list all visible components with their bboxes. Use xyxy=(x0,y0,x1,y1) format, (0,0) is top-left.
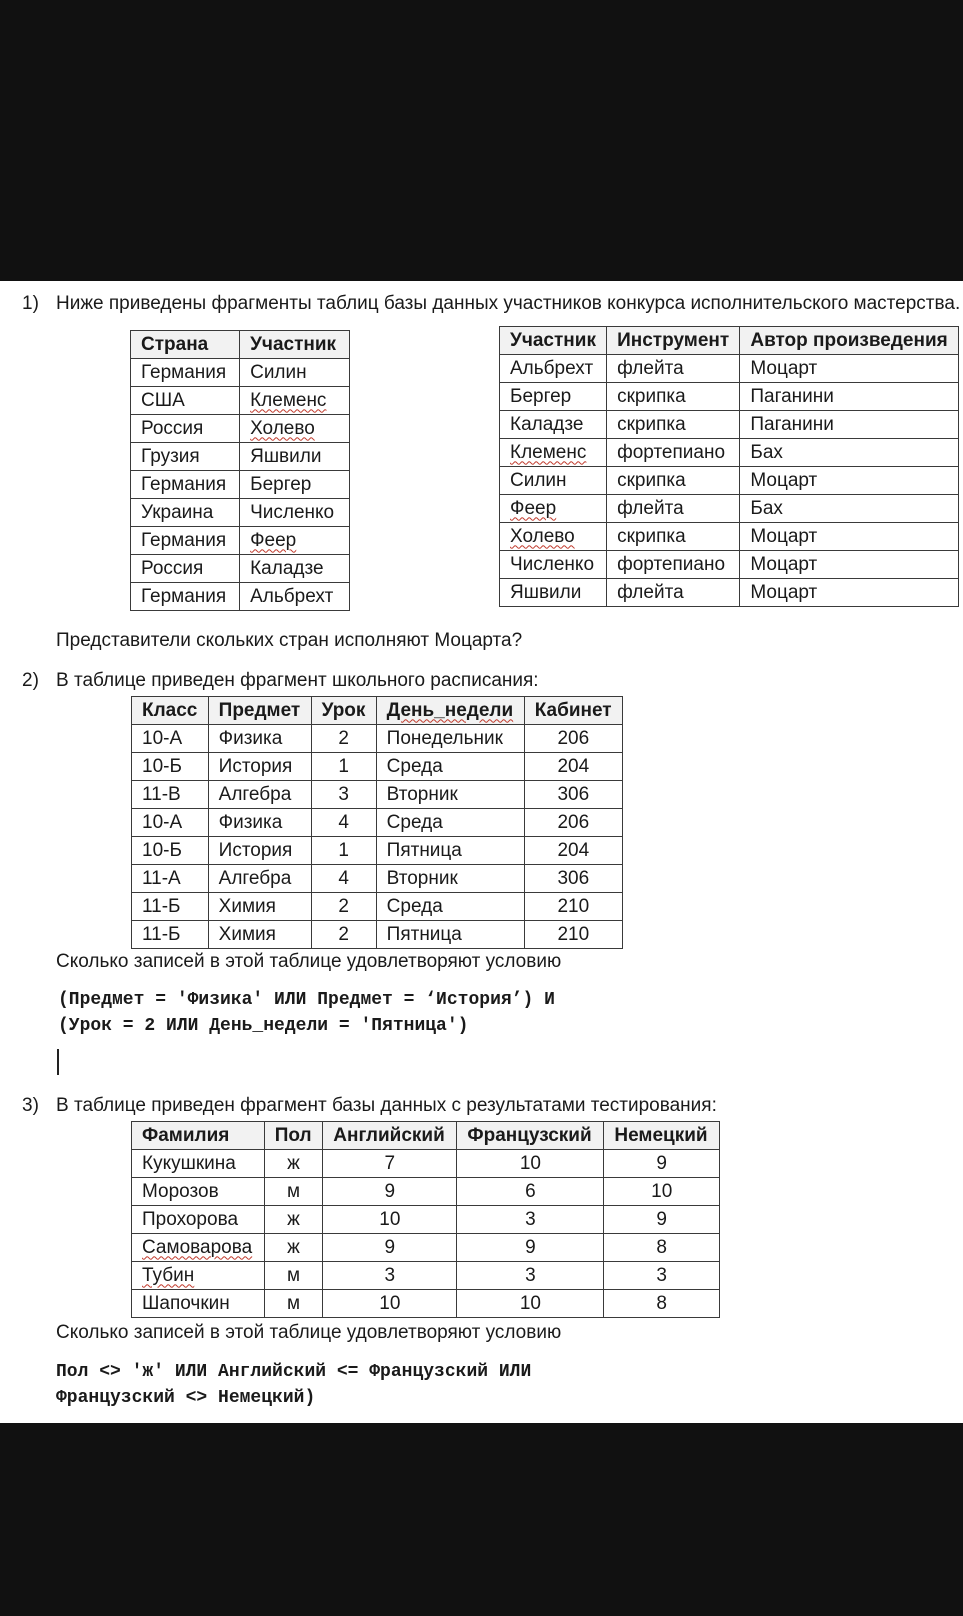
table-cell: Украина xyxy=(131,499,240,527)
table-cell: скрипка xyxy=(607,467,740,495)
table-cell: 204 xyxy=(524,753,622,781)
column-header: Автор произведения xyxy=(740,327,959,355)
question-3-number: 3) xyxy=(22,1095,39,1116)
table-row xyxy=(132,1206,720,1234)
table-row xyxy=(131,583,350,611)
table-row xyxy=(131,499,350,527)
table-cell: Тубин xyxy=(132,1262,265,1290)
table-cell: Феер xyxy=(500,495,607,523)
table-cell: 3 xyxy=(604,1262,720,1290)
table-cell: Кукушкина xyxy=(132,1150,265,1178)
table-cell: Моцарт xyxy=(740,467,959,495)
table-cell: 2 xyxy=(311,893,376,921)
table-cell: Вторник xyxy=(376,865,524,893)
table-cell: Моцарт xyxy=(740,579,959,607)
table-header-row xyxy=(132,697,623,725)
table-cell: 10 xyxy=(604,1178,720,1206)
question-1-number: 1) xyxy=(22,293,39,314)
table-cell: Моцарт xyxy=(740,551,959,579)
table-row xyxy=(131,555,350,583)
table-cell: 10-А xyxy=(132,725,209,753)
column-header: Участник xyxy=(240,331,350,359)
table-cell: флейта xyxy=(607,495,740,523)
table-cell: 2 xyxy=(311,725,376,753)
table-cell: 10 xyxy=(457,1150,604,1178)
table-row xyxy=(131,527,350,555)
table-cell: Моцарт xyxy=(740,355,959,383)
column-header: Урок xyxy=(311,697,376,725)
column-header: Инструмент xyxy=(607,327,740,355)
table-row xyxy=(132,1290,720,1318)
table-cell: 10 xyxy=(323,1290,457,1318)
table-cell: Химия xyxy=(208,921,311,949)
table-cell: Германия xyxy=(131,471,240,499)
table-cell: Альбрехт xyxy=(500,355,607,383)
table-row xyxy=(131,387,350,415)
table-cell: Алгебра xyxy=(208,781,311,809)
table-header-row xyxy=(500,327,959,355)
table-row xyxy=(132,865,623,893)
question-3-condition-line-1: Пол <> 'ж' ИЛИ Английский <= Французский ИЛИ xyxy=(56,1362,532,1382)
table-cell: ж xyxy=(264,1150,323,1178)
column-header: Кабинет xyxy=(524,697,622,725)
table-header-row xyxy=(131,331,350,359)
table-row xyxy=(132,809,623,837)
table-row xyxy=(132,837,623,865)
table-cell: Германия xyxy=(131,583,240,611)
table-cell: Физика xyxy=(208,725,311,753)
table-cell: 4 xyxy=(311,809,376,837)
question-3-condition-line-2: Французский <> Немецкий) xyxy=(56,1388,316,1408)
table-cell: 9 xyxy=(323,1178,457,1206)
table-cell: Силин xyxy=(240,359,350,387)
question-2-prompt: Сколько записей в этой таблице удовлетворяют условию xyxy=(56,951,562,972)
table-cell: Пятница xyxy=(376,837,524,865)
question-2-number: 2) xyxy=(22,670,39,691)
table-cell: 8 xyxy=(604,1234,720,1262)
schedule-table xyxy=(131,696,623,949)
table-cell: Бергер xyxy=(240,471,350,499)
table-row xyxy=(131,471,350,499)
table-row xyxy=(500,439,959,467)
table-cell: м xyxy=(264,1262,323,1290)
table-cell: 306 xyxy=(524,865,622,893)
table-cell: Холево xyxy=(240,415,350,443)
table-cell: скрипка xyxy=(607,523,740,551)
column-header: Класс xyxy=(132,697,209,725)
table-cell: История xyxy=(208,753,311,781)
table-cell: Каладзе xyxy=(500,411,607,439)
table-cell: 9 xyxy=(457,1234,604,1262)
table-cell: Каладзе xyxy=(240,555,350,583)
column-header: Участник xyxy=(500,327,607,355)
table-cell: флейта xyxy=(607,579,740,607)
table-row xyxy=(500,495,959,523)
table-cell: скрипка xyxy=(607,383,740,411)
table-cell: 9 xyxy=(604,1150,720,1178)
table-cell: 10 xyxy=(457,1290,604,1318)
table-row xyxy=(500,355,959,383)
table-cell: Бергер xyxy=(500,383,607,411)
table-cell: Германия xyxy=(131,527,240,555)
column-header: Предмет xyxy=(208,697,311,725)
table-cell: 10 xyxy=(323,1206,457,1234)
table-cell: м xyxy=(264,1290,323,1318)
table-cell: 204 xyxy=(524,837,622,865)
table-cell: 3 xyxy=(457,1262,604,1290)
countries-table xyxy=(130,330,350,611)
table-cell: Численко xyxy=(500,551,607,579)
table-row xyxy=(131,415,350,443)
table-cell: Германия xyxy=(131,359,240,387)
table-cell: 206 xyxy=(524,725,622,753)
table-cell: Среда xyxy=(376,753,524,781)
table-cell: 10-Б xyxy=(132,837,209,865)
table-row xyxy=(500,523,959,551)
table-row xyxy=(132,1178,720,1206)
table-cell: Самоварова xyxy=(132,1234,265,1262)
table-cell: 9 xyxy=(323,1234,457,1262)
table-cell: Шапочкин xyxy=(132,1290,265,1318)
table-cell: Понедельник xyxy=(376,725,524,753)
table-cell: Россия xyxy=(131,415,240,443)
column-header: Французский xyxy=(457,1122,604,1150)
table-cell: США xyxy=(131,387,240,415)
question-1-intro: Ниже приведены фрагменты таблиц базы данных участников конкурса исполнительского мастерства. xyxy=(56,293,961,314)
test-results-table xyxy=(131,1121,720,1318)
table-row xyxy=(500,551,959,579)
column-header: Английский xyxy=(323,1122,457,1150)
table-cell: 8 xyxy=(604,1290,720,1318)
document-page xyxy=(0,281,963,1423)
table-cell: фортепиано xyxy=(607,439,740,467)
table-cell: Прохорова xyxy=(132,1206,265,1234)
table-cell: 206 xyxy=(524,809,622,837)
table-cell: 9 xyxy=(604,1206,720,1234)
table-cell: Альбрехт xyxy=(240,583,350,611)
table-cell: 1 xyxy=(311,753,376,781)
table-row xyxy=(132,921,623,949)
table-cell: 210 xyxy=(524,921,622,949)
table-cell: м xyxy=(264,1178,323,1206)
table-header-row xyxy=(132,1122,720,1150)
question-2-condition-line-2: (Урок = 2 ИЛИ День_недели = 'Пятница') xyxy=(58,1016,469,1036)
table-row xyxy=(500,411,959,439)
table-cell: 6 xyxy=(457,1178,604,1206)
table-cell: Яшвили xyxy=(240,443,350,471)
table-cell: Грузия xyxy=(131,443,240,471)
table-row xyxy=(131,359,350,387)
table-cell: Яшвили xyxy=(500,579,607,607)
table-cell: Бах xyxy=(740,495,959,523)
table-row xyxy=(132,1234,720,1262)
table-cell: фортепиано xyxy=(607,551,740,579)
table-cell: Россия xyxy=(131,555,240,583)
text-cursor xyxy=(57,1049,59,1075)
table-cell: Алгебра xyxy=(208,865,311,893)
table-cell: История xyxy=(208,837,311,865)
column-header: Фамилия xyxy=(132,1122,265,1150)
question-1-prompt: Представители скольких стран исполняют Моцарта? xyxy=(56,630,523,651)
table-cell: Клеменс xyxy=(500,439,607,467)
question-2-condition-line-1: (Предмет = 'Физика' ИЛИ Предмет = ‘История’) И xyxy=(58,990,555,1010)
table-cell: ж xyxy=(264,1206,323,1234)
table-cell: Клеменс xyxy=(240,387,350,415)
table-row xyxy=(500,467,959,495)
column-header: Немецкий xyxy=(604,1122,720,1150)
table-row xyxy=(500,383,959,411)
question-2-intro: В таблице приведен фрагмент школьного расписания: xyxy=(56,670,539,691)
table-cell: 11-Б xyxy=(132,893,209,921)
question-3-prompt: Сколько записей в этой таблице удовлетворяют условию xyxy=(56,1322,562,1343)
table-cell: 11-А xyxy=(132,865,209,893)
table-cell: Среда xyxy=(376,809,524,837)
table-cell: Феер xyxy=(240,527,350,555)
table-cell: Бах xyxy=(740,439,959,467)
table-cell: 3 xyxy=(311,781,376,809)
table-cell: 3 xyxy=(457,1206,604,1234)
table-row xyxy=(132,781,623,809)
table-cell: ж xyxy=(264,1234,323,1262)
table-cell: 7 xyxy=(323,1150,457,1178)
table-cell: 10-А xyxy=(132,809,209,837)
table-cell: 10-Б xyxy=(132,753,209,781)
column-header: Пол xyxy=(264,1122,323,1150)
table-cell: 210 xyxy=(524,893,622,921)
table-cell: Численко xyxy=(240,499,350,527)
table-cell: флейта xyxy=(607,355,740,383)
performers-table xyxy=(499,326,959,607)
table-cell: 306 xyxy=(524,781,622,809)
table-cell: Паганини xyxy=(740,411,959,439)
table-cell: Силин xyxy=(500,467,607,495)
table-cell: Холево xyxy=(500,523,607,551)
column-header: День_недели xyxy=(376,697,524,725)
table-cell: 4 xyxy=(311,865,376,893)
question-3-intro: В таблице приведен фрагмент базы данных с результатами тестирования: xyxy=(56,1095,717,1116)
column-header: Страна xyxy=(131,331,240,359)
table-row xyxy=(132,893,623,921)
table-row xyxy=(500,579,959,607)
table-row xyxy=(131,443,350,471)
table-cell: Химия xyxy=(208,893,311,921)
table-cell: 11-В xyxy=(132,781,209,809)
table-cell: Пятница xyxy=(376,921,524,949)
table-row xyxy=(132,1150,720,1178)
table-cell: 3 xyxy=(323,1262,457,1290)
table-cell: Морозов xyxy=(132,1178,265,1206)
table-row xyxy=(132,753,623,781)
table-cell: 11-Б xyxy=(132,921,209,949)
table-cell: 2 xyxy=(311,921,376,949)
table-row xyxy=(132,725,623,753)
table-row xyxy=(132,1262,720,1290)
table-cell: Паганини xyxy=(740,383,959,411)
table-cell: Моцарт xyxy=(740,523,959,551)
table-cell: 1 xyxy=(311,837,376,865)
table-cell: Физика xyxy=(208,809,311,837)
table-cell: Вторник xyxy=(376,781,524,809)
table-cell: Среда xyxy=(376,893,524,921)
table-cell: скрипка xyxy=(607,411,740,439)
